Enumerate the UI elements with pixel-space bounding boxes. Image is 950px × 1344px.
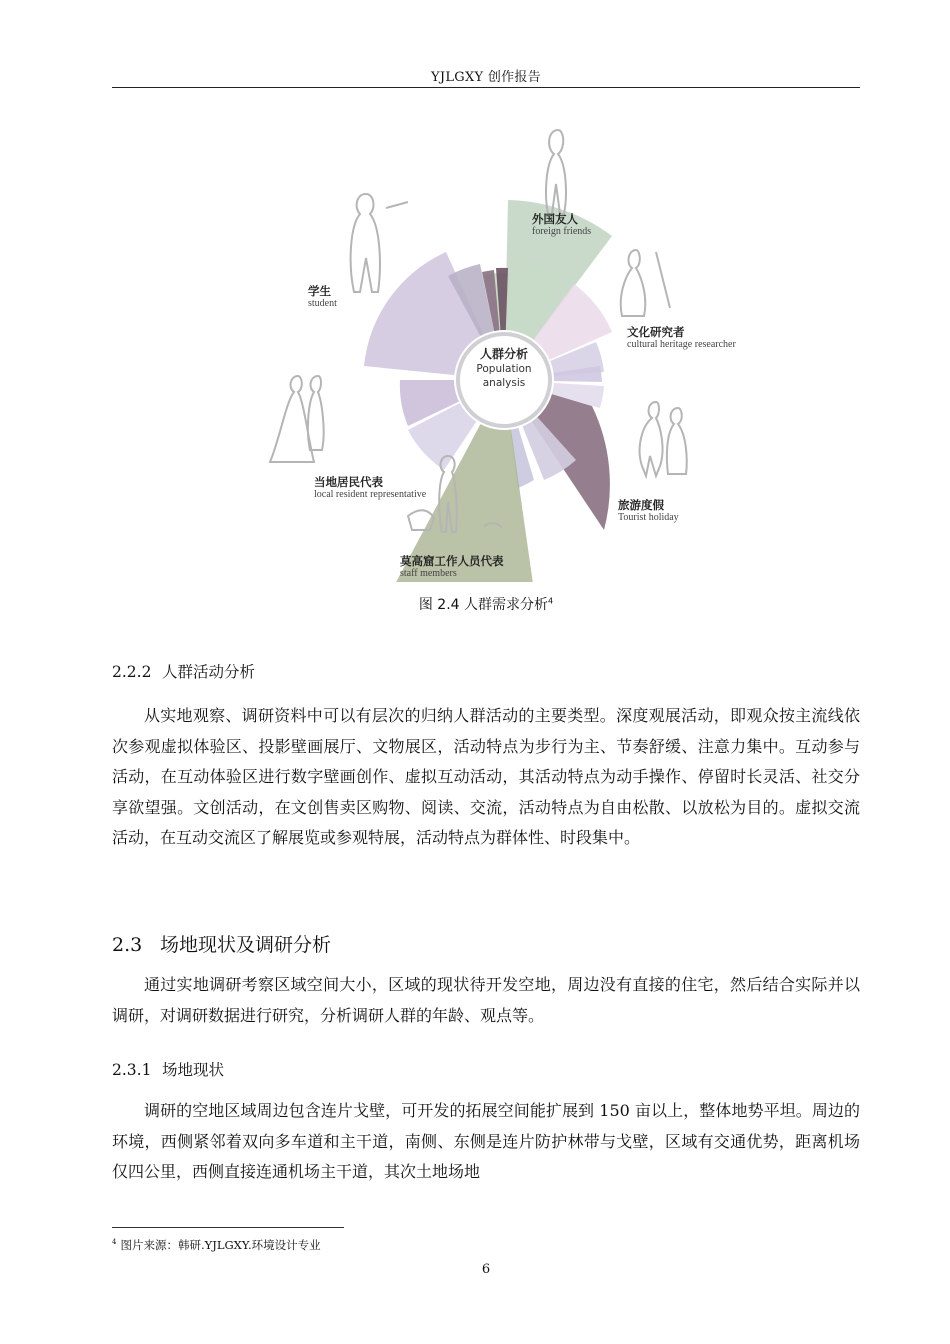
caption-footnote-ref: 4 [548,596,554,606]
label-resident [314,476,426,500]
footnote [112,1237,321,1253]
heading-title: 场地现状及调研分析 [160,934,332,956]
population-analysis-figure [258,112,758,582]
center-line2: analysis [482,376,526,389]
label-staff-en: staff members [400,567,457,579]
label-researcher-zh: 文化研究者 [627,325,685,339]
heading-number: 2.3.1 [112,1061,152,1079]
label-tourist-en: Tourist holiday [618,511,679,523]
label-tourist [618,499,679,523]
label-staff [400,555,504,579]
heading-number: 2.2.2 [112,663,152,681]
label-foreign-friends-en: foreign friends [532,225,592,237]
label-student-zh: 学生 [308,284,331,298]
label-foreign-friends-zh: 外国友人 [532,212,578,226]
paragraph-site-status: 调研的空地区域周边包含连片戈壁，可开发的拓展空间能扩展到 150 亩以上，整体地势平坦。周边的环境，西侧紧邻着双向多车道和主干道，南侧、东侧是连片防护林带与戈壁，区域有交通优势，距离机场仅四公里，西侧直接连通机场主干道，其次土地场地 [112,1101,860,1182]
footnote-ref: 4 [112,1238,117,1247]
figure-caption [112,594,860,614]
label-resident-en: local resident representative [314,488,427,500]
center-title: 人群分析 [479,347,528,361]
label-tourist-zh: 旅游度假 [618,498,664,512]
label-researcher [627,326,736,350]
heading-2-3 [112,930,331,957]
heading-title: 人群活动分析 [162,663,256,681]
center-label [454,348,554,389]
label-resident-zh: 当地居民代表 [314,475,383,489]
label-staff-zh: 莫高窟工作人员代表 [400,554,504,568]
paragraph-activity-analysis: 从实地观察、调研资料中可以有层次的归纳人群活动的主要类型。深度观展活动，即观众按主流线依次参观虚拟体验区、投影壁画展厅、文物展区，活动特点为步行为主、节奏舒缓、注意力集中。互动参与活动，在互动体验区进行数字壁画创作、虚拟互动活动，其活动特点为动手操作、停留时长灵活、社交分享欲望强。文创活动，在文创售卖区购物、阅读、交流，活动特点为自由松散、以放松为目的。虚拟交流活动，在互动交流区了解展览或参观特展，活动特点为群体性、时段集中。 [112,706,860,848]
silhouette-researcher [621,250,670,316]
silhouette-tourist [640,402,687,476]
heading-number: 2.3 [112,934,143,956]
silhouette-resident [270,376,324,462]
header-rule [112,87,860,88]
footnote-text: 图片来源：韩研.YJLGXY.环境设计专业 [120,1238,321,1252]
heading-2-3-1 [112,1058,224,1080]
center-line1: Population [476,363,532,376]
heading-2-2-2 [112,660,255,682]
running-header: YJLGXY 创作报告 [430,70,542,85]
label-student-en: student [308,297,337,309]
page-number: 6 [481,1262,491,1277]
heading-title: 场地现状 [162,1061,225,1079]
label-foreign-friends [532,213,591,237]
figure-caption-text: 图 2.4 人群需求分析 [418,597,549,613]
label-researcher-en: cultural heritage researcher [627,338,736,350]
silhouette-student [351,194,408,292]
paragraph-site-survey: 通过实地调研考察区域空间大小，区域的现状待开发空地，周边没有直接的住宅，然后结合实际并以调研，对调研数据进行研究，分析调研人群的年龄、观点等。 [112,975,860,1025]
silhouette-foreign [546,130,566,214]
footnote-rule [112,1227,344,1228]
label-student [308,285,337,309]
